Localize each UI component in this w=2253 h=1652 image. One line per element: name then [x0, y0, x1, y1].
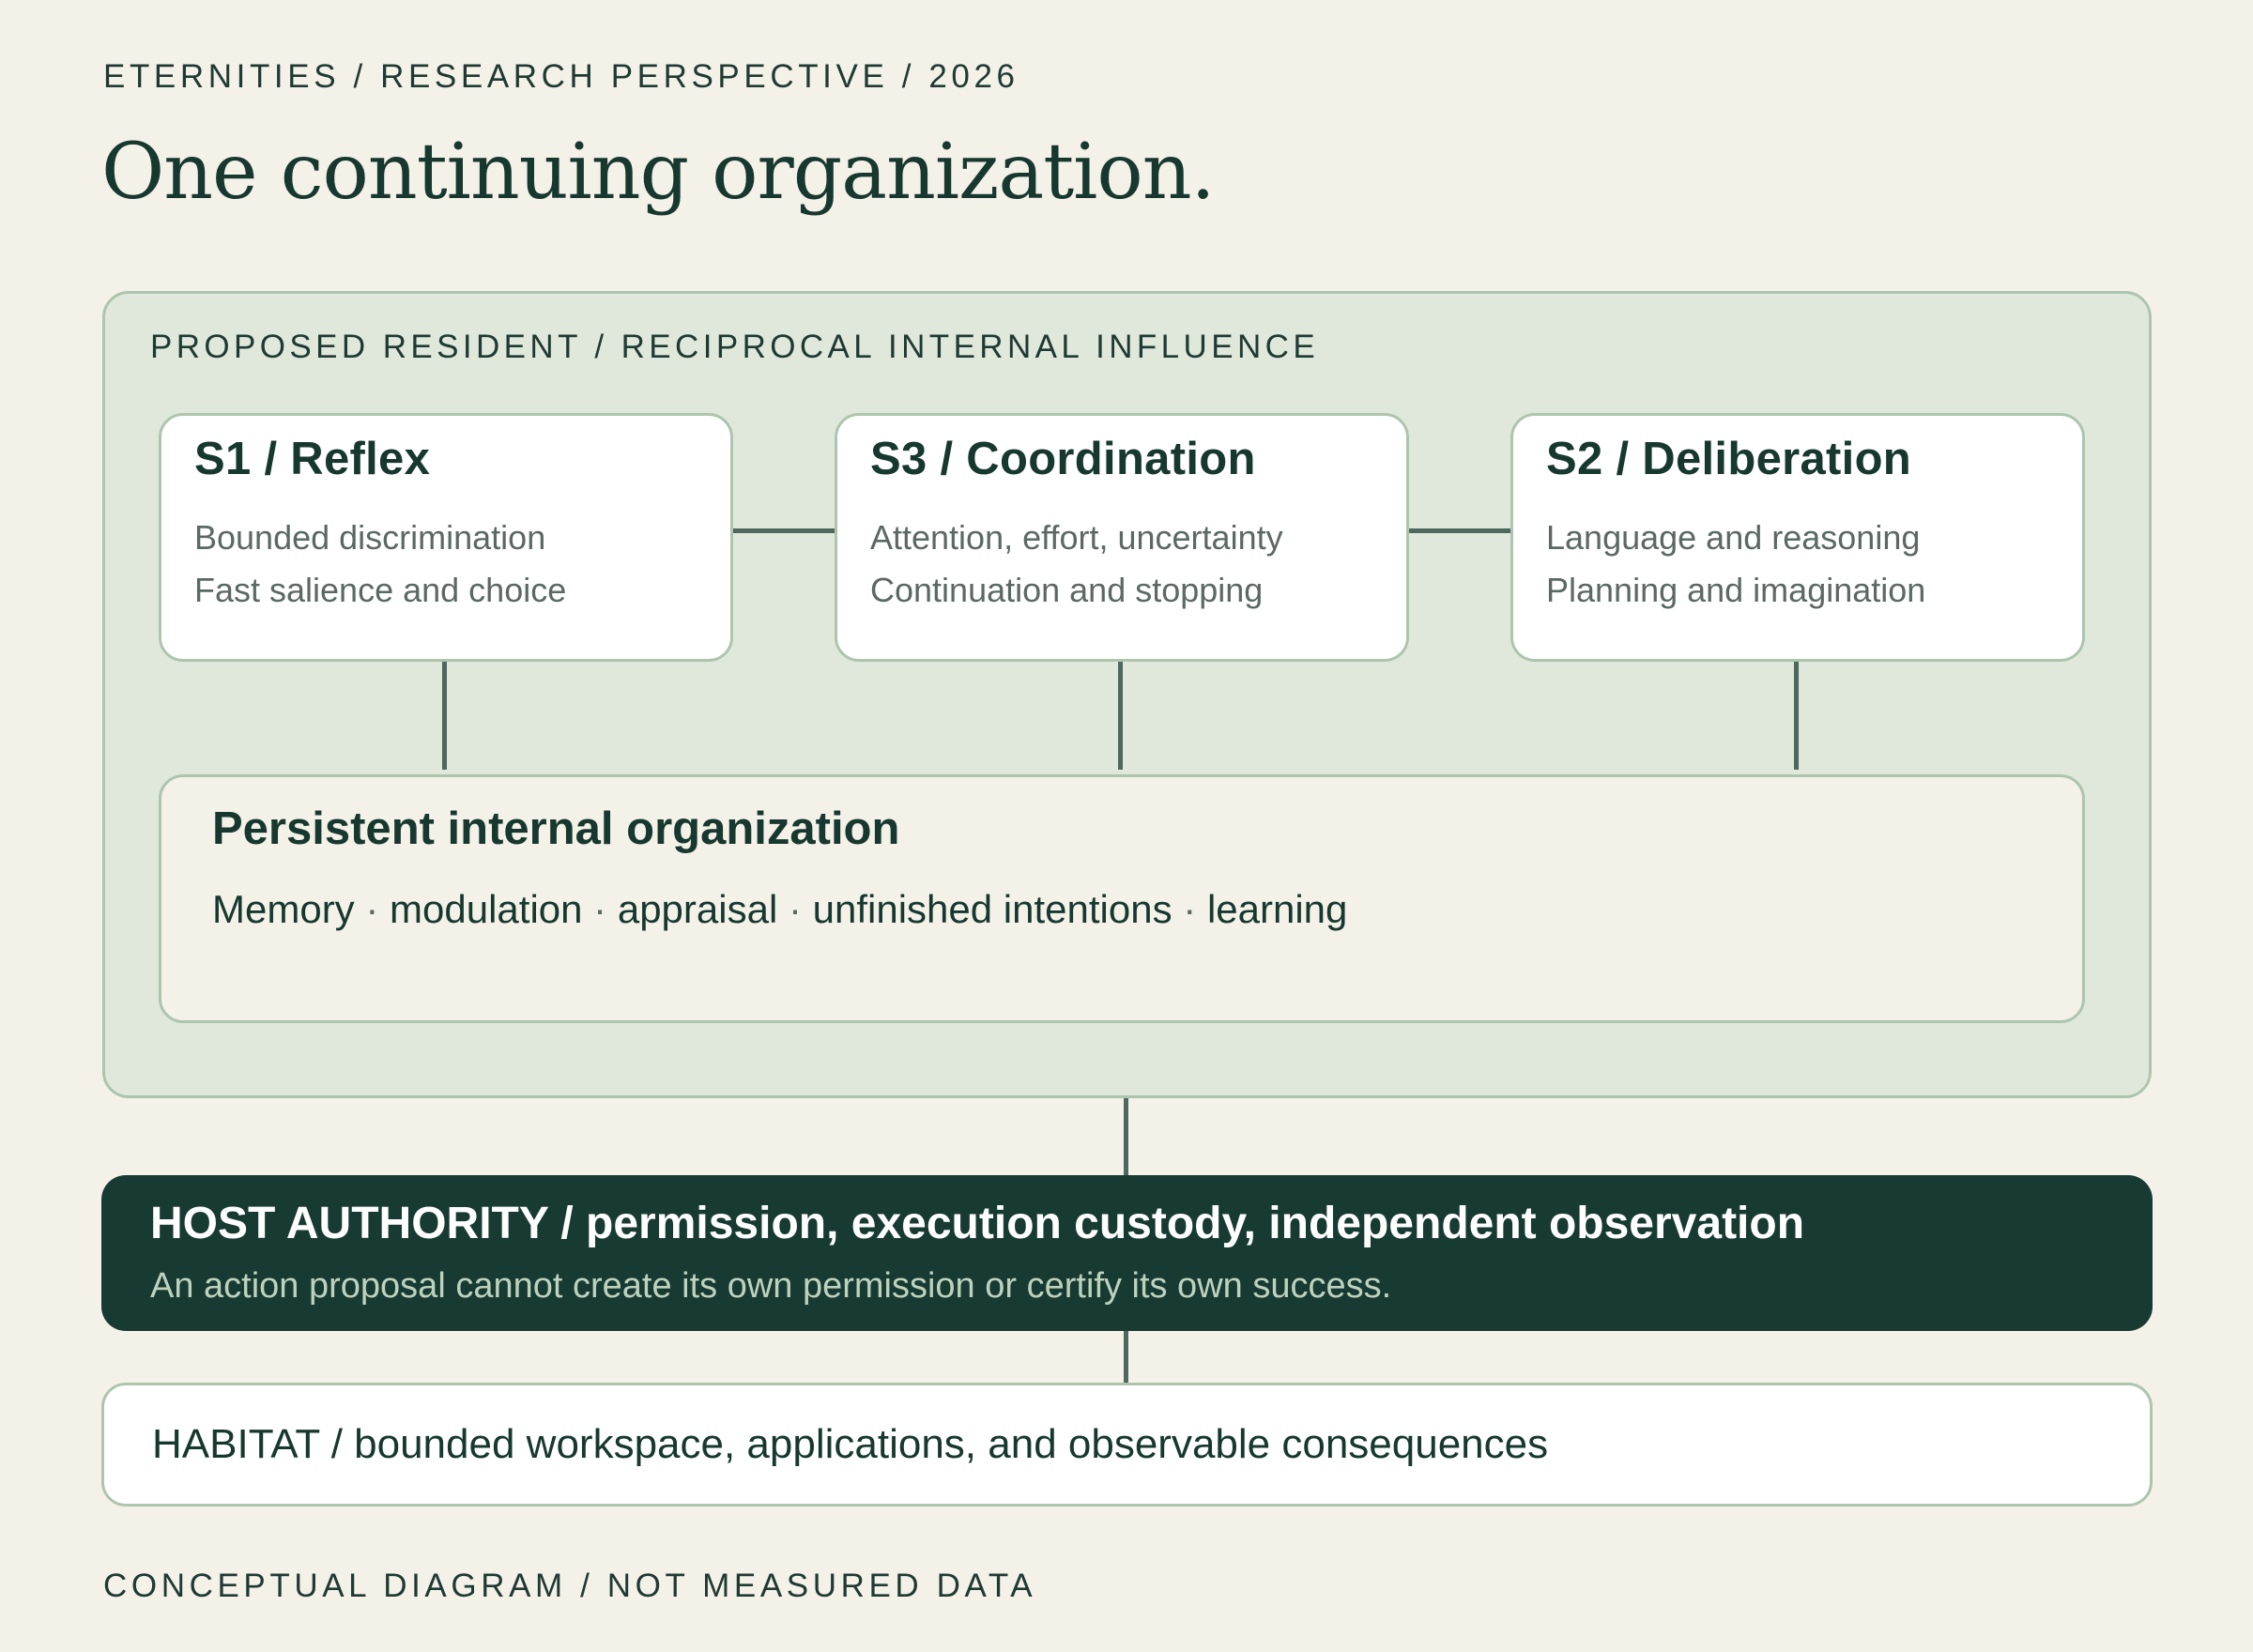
persistent-item: Memory [212, 887, 355, 931]
persistent-items [212, 887, 2082, 932]
connector-s3-s2 [1407, 528, 1512, 533]
connector-s1-s3 [732, 528, 837, 533]
system-box-s1 [159, 413, 733, 662]
host-authority-box [101, 1175, 2153, 1331]
system-line: Continuation and stopping [870, 571, 1264, 609]
connector-host-habitat [1124, 1331, 1128, 1383]
persistent-item: unfinished intentions [812, 887, 1172, 931]
host-description: An action proposal cannot create its own permission or certify its own success. [150, 1266, 1392, 1306]
item-separator: · [593, 887, 607, 931]
persistent-organization-box [159, 774, 2085, 1023]
system-line: Fast salience and choice [194, 571, 567, 609]
persistent-item: learning [1206, 887, 1348, 931]
persistent-item: modulation [390, 887, 583, 931]
resident-label: PROPOSED RESIDENT / RECIPROCAL INTERNAL INFLUENCE [150, 329, 1320, 365]
system-line: Bounded discrimination [194, 518, 546, 557]
connector-resident-host [1124, 1098, 1128, 1175]
host-title: HOST AUTHORITY / permission, execution custody, independent observation [150, 1199, 1805, 1248]
footer-note: CONCEPTUAL DIAGRAM / NOT MEASURED DATA [103, 1568, 1037, 1604]
system-title: S2 / Deliberation [1546, 434, 1912, 484]
item-separator: · [1183, 887, 1197, 931]
system-line: Planning and imagination [1546, 571, 1926, 609]
system-box-s2 [1510, 413, 2085, 662]
persistent-item: appraisal [617, 887, 778, 931]
eyebrow: ETERNITIES / RESEARCH PERSPECTIVE / 2026 [103, 58, 1019, 95]
connector-s1-persistent [442, 662, 447, 770]
system-title: S1 / Reflex [194, 434, 431, 484]
system-box-s3 [835, 413, 1409, 662]
system-line: Language and reasoning [1546, 518, 1921, 557]
system-title: S3 / Coordination [870, 434, 1256, 484]
habitat-text: HABITAT / bounded workspace, applications, and observable consequences [152, 1421, 1549, 1467]
persistent-title: Persistent internal organization [212, 803, 900, 854]
system-line: Attention, effort, uncertainty [870, 518, 1283, 557]
connector-s3-persistent [1118, 662, 1123, 770]
item-separator: · [788, 887, 802, 931]
connector-s2-persistent [1794, 662, 1799, 770]
page-title: One continuing organization. [101, 128, 1215, 217]
habitat-box [101, 1383, 2153, 1507]
item-separator: · [365, 887, 379, 931]
